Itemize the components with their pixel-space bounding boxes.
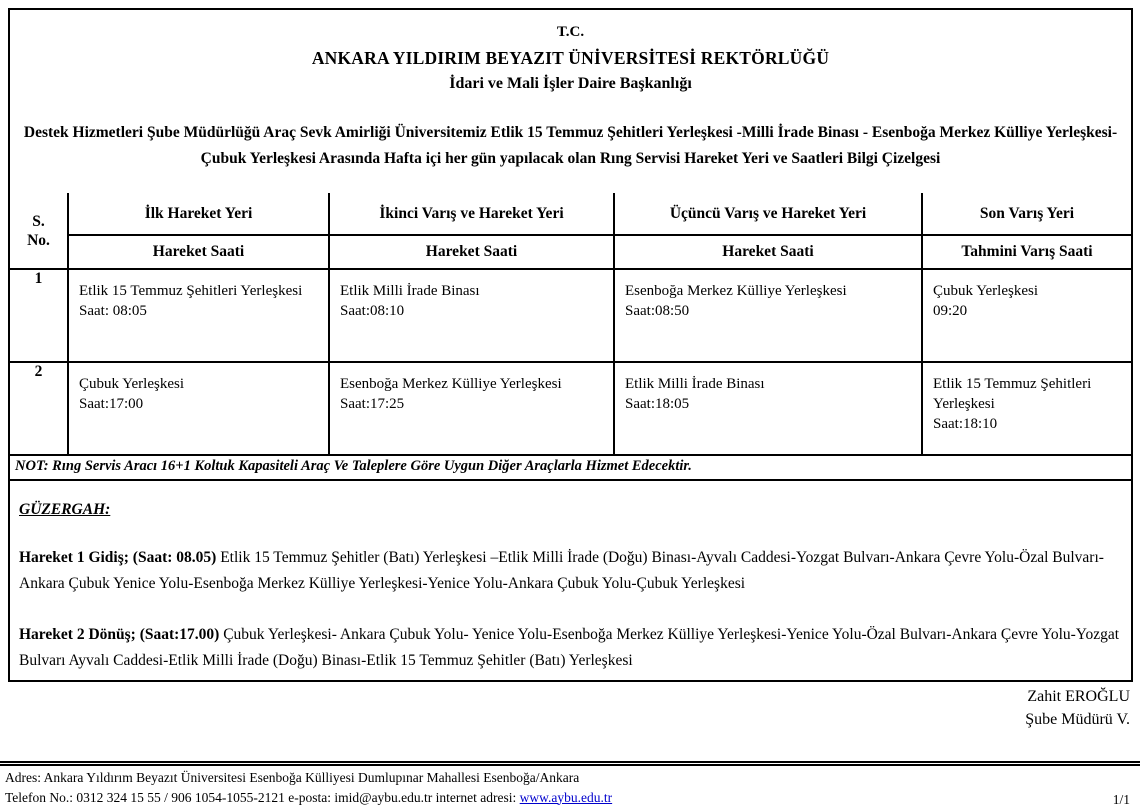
- arrival-time: Saat:18:10: [933, 416, 998, 432]
- page-number: 1/1: [1112, 792, 1130, 807]
- website-link[interactable]: www.aybu.edu.tr: [519, 789, 613, 805]
- route-section: [10, 481, 1131, 673]
- column-header-sno: [10, 193, 68, 269]
- row1-cell-first: [68, 269, 329, 362]
- table-row: [10, 362, 1131, 455]
- row2-cell-final: [922, 362, 1131, 455]
- departure-time: Saat: 08:05: [79, 303, 147, 319]
- arrival-time: 09:20: [933, 303, 968, 319]
- route-1-lead: Hareket 1 Gidiş; (Saat: 08.05): [19, 549, 217, 566]
- subheader-departure-time-3: Hareket Saati: [614, 235, 922, 269]
- document-frame: [8, 8, 1133, 682]
- departure-time: Saat:08:50: [625, 303, 690, 319]
- page-footer: [0, 761, 1140, 807]
- sno-line1: S.: [32, 212, 45, 230]
- letterhead-tc: T.C.: [556, 24, 585, 40]
- subheader-departure-time-2: Hareket Saati: [329, 235, 614, 269]
- row1-cell-final: [922, 269, 1131, 362]
- row2-cell-third: [614, 362, 922, 455]
- letterhead: [10, 10, 1131, 193]
- departure-time: Saat:17:25: [340, 396, 405, 412]
- signatory-name: Zahit EROĞLU: [1027, 688, 1130, 705]
- letterhead-department: İdari ve Mali İşler Daire Başkanlığı: [449, 75, 692, 92]
- sno-line2: No.: [27, 231, 50, 249]
- note-row: NOT: Rıng Servis Aracı 16+1 Koltuk Kapasiteli Araç Ve Taleplere Göre Uygun Diğer Araçlarla Hizmet Edecektir.: [10, 456, 1131, 481]
- route-1-text: Etlik 15 Temmuz Şehitler (Batı) Yerleşkesi –Etlik Milli İrade (Doğu) Binası-Ayvalı Caddesi-Yozgat Bulvarı-Ankara Çevre Yolu-Özal Bulvarı-Ankara Çubuk Yenice Yolu-Esenboğa Merkez Külliye Yerleşkesi-Yenice Yolu-Ankara Çubuk Yolu-Çubuk Yerleşkesi: [19, 549, 1104, 592]
- place-name: Etlik 15 Temmuz Şehitleri Yerleşkesi: [79, 283, 303, 299]
- column-header-final-stop: Son Varış Yeri: [922, 193, 1131, 235]
- document-description: Destek Hizmetleri Şube Müdürlüğü Araç Sevk Amirliği Üniversitemiz Etlik 15 Temmuz Şehitleri Yerleşkesi -Milli İrade Binası - Esenboğa Merkez Külliye Yerleşkesi-Çubuk Yerleşkesi Arasında Hafta içi her gün yapılacak olan Rıng Servisi Hareket Yeri ve Saatleri Bilgi Çizelgesi: [23, 124, 1118, 167]
- departure-time: Saat:08:10: [340, 303, 405, 319]
- footer-phone-email: Telefon No.: 0312 324 15 55 / 906 1054-1055-2121 e-posta: imid@aybu.edu.tr internet adresi:: [5, 789, 520, 805]
- row2-number: 2: [10, 362, 68, 455]
- column-header-second-stop: İkinci Varış ve Hareket Yeri: [329, 193, 614, 235]
- route-section-title: GÜZERGAH:: [19, 501, 111, 518]
- place-name: Etlik 15 Temmuz Şehitleri Yerleşkesi: [933, 376, 1092, 412]
- place-name: Esenboğa Merkez Külliye Yerleşkesi: [340, 376, 562, 392]
- route-1-paragraph: [19, 545, 1122, 596]
- row2-cell-second: [329, 362, 614, 455]
- row2-cell-first: [68, 362, 329, 455]
- place-name: Çubuk Yerleşkesi: [79, 376, 185, 392]
- subheader-departure-time-1: Hareket Saati: [68, 235, 329, 269]
- letterhead-university: ANKARA YILDIRIM BEYAZIT ÜNİVERSİTESİ REKTÖRLÜĞÜ: [311, 48, 830, 68]
- column-header-third-stop: Üçüncü Varış ve Hareket Yeri: [614, 193, 922, 235]
- route-2-text: Çubuk Yerleşkesi- Ankara Çubuk Yolu- Yenice Yolu-Esenboğa Merkez Külliye Yerleşkesi-Yenice Yolu-Özal Bulvarı-Ankara Çevre Yolu-Yozgat Bulvarı Ayvalı Caddesi-Etlik Milli İrade (Doğu) Binası-Etlik 15 Temmuz Şehitler (Batı) Yerleşkesi: [19, 626, 1120, 669]
- departure-time: Saat:17:00: [79, 396, 144, 412]
- row1-cell-third: [614, 269, 922, 362]
- departure-time: Saat:18:05: [625, 396, 690, 412]
- subheader-estimated-arrival: Tahmini Varış Saati: [922, 235, 1131, 269]
- route-2-paragraph: [19, 622, 1122, 673]
- footer-address: Adres: Ankara Yıldırım Beyazıt Üniversitesi Esenboğa Külliyesi Dumlupınar Mahallesi Esenboğa/Ankara: [5, 770, 580, 785]
- place-name: Çubuk Yerleşkesi: [933, 283, 1039, 299]
- signature-block: [1025, 686, 1130, 731]
- footer-contact-line: [5, 788, 1140, 808]
- ring-service-schedule-table: [10, 193, 1131, 456]
- row1-cell-second: [329, 269, 614, 362]
- row1-number: 1: [10, 269, 68, 362]
- place-name: Etlik Milli İrade Binası: [340, 283, 480, 299]
- place-name: Esenboğa Merkez Külliye Yerleşkesi: [625, 283, 847, 299]
- route-2-lead: Hareket 2 Dönüş; (Saat:17.00): [19, 626, 220, 643]
- column-header-first-departure: İlk Hareket Yeri: [68, 193, 329, 235]
- place-name: Etlik Milli İrade Binası: [625, 376, 765, 392]
- table-row: [10, 269, 1131, 362]
- signatory-title: Şube Müdürü V.: [1025, 710, 1130, 728]
